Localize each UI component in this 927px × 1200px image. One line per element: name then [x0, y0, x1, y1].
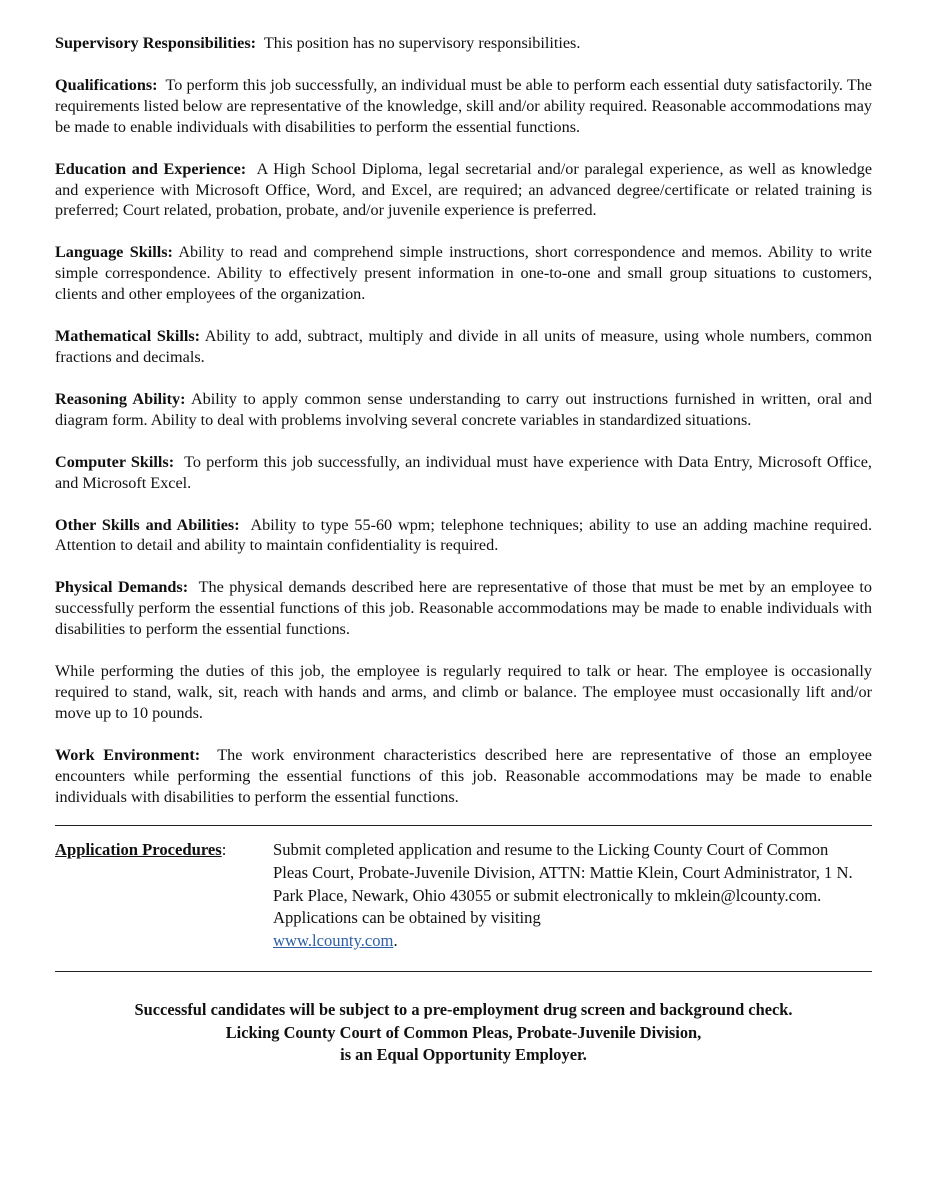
section-language-skills — [55, 242, 872, 305]
section-text: While performing the duties of this job, the employee is regularly required to talk or hear. The employee is occasionally required to stand, walk, sit, reach with hands and arms, and climb or balance. The employee must occasionally lift and/or move up to 10 pounds. — [55, 662, 872, 722]
section-text: Ability to apply common sense understanding to carry out instructions furnished in written, oral and diagram form. Ability to deal with problems involving several concrete variables in standardized situations. — [55, 389, 872, 429]
section-reasoning-ability — [55, 389, 872, 431]
section-text: To perform this job successfully, an individual must have experience with Data Entry, Microsoft Office, and Microsoft Excel. — [55, 452, 872, 492]
section-text: Ability to read and comprehend simple instructions, short correspondence and memos. Ability to write simple correspondence. Ability to effectively present information in one-to-one and small group situations to customers, clients and other employees of the organization. — [55, 243, 872, 304]
section-text: Ability to add, subtract, multiply and divide in all units of measure, using whole numbers, common fractions and decimals. — [55, 327, 873, 366]
application-text — [273, 839, 872, 952]
section-heading: Language Skills: — [55, 243, 173, 262]
section-education-experience — [55, 159, 872, 222]
section-text: This position has no supervisory responsibilities. — [263, 34, 581, 52]
application-body: Submit completed application and resume to the Licking County Court of Common Pleas Court, Probate-Juvenile Division, ATTN: Mattie Klein, Court Administrator, 1 N. Park Place, Newark, Ohio 43055 or submit electronically to mklein@lcounty.com. Applications can be obtained by visiting — [273, 840, 853, 928]
application-label — [55, 839, 273, 952]
section-heading: Work Environment: — [55, 745, 201, 764]
section-other-skills — [55, 515, 872, 557]
footer-notice — [55, 999, 872, 1067]
section-heading: Education and Experience: — [55, 159, 247, 178]
footer-line-drug-screen: Successful candidates will be subject to a pre-employment drug screen and background check. — [134, 1000, 793, 1020]
website-link[interactable]: www.lcounty.com — [273, 930, 394, 950]
section-physical-duties — [55, 661, 872, 724]
section-heading: Computer Skills: — [55, 452, 175, 471]
footer-line-eoe: is an Equal Opportunity Employer. — [340, 1045, 587, 1065]
section-text: The work environment characteristics described here are representative of those an employee encounters while performing the essential functions of this job. Reasonable accommodations may be made to enable individuals with disabilities to perform the essential functions. — [55, 745, 872, 806]
section-heading: Other Skills and Abilities: — [55, 515, 240, 534]
job-description-page — [55, 33, 872, 1067]
application-procedures — [55, 826, 872, 971]
section-text: The physical demands described here are representative of those that must be met by an employee to successfully perform the essential functions of this job. Reasonable accommodations may be made to enable individuals with disabilities to perform the essential functions. — [55, 578, 872, 639]
section-heading: Physical Demands: — [55, 578, 189, 597]
section-heading: Mathematical Skills: — [55, 327, 201, 346]
section-mathematical-skills — [55, 326, 872, 368]
section-work-environment — [55, 745, 872, 808]
section-heading: Qualifications: — [55, 75, 158, 94]
section-supervisory — [55, 33, 872, 54]
section-computer-skills — [55, 452, 872, 494]
divider-bottom — [55, 971, 872, 972]
section-qualifications — [55, 75, 872, 138]
application-label-text: Application Procedures — [55, 840, 222, 860]
section-text: A High School Diploma, legal secretarial and/or paralegal experience, as well as knowledge and experience with Microsoft Office, Word, and Excel, are required; an advanced degree/certificate or related training is preferred; Court related, probation, probate, and/or juvenile experience is preferred. — [55, 159, 873, 220]
application-label-colon: : — [221, 840, 227, 860]
footer-line-court-name: Licking County Court of Common Pleas, Probate-Juvenile Division, — [225, 1022, 702, 1042]
section-text: To perform this job successfully, an individual must be able to perform each essential duty satisfactorily. The requirements listed below are representative of the knowledge, skill and/or ability required. Reasonable accommodations may be made to enable individuals with disabilities to perform the essential functions. — [55, 75, 872, 136]
application-link-suffix: . — [393, 930, 398, 950]
section-heading: Reasoning Ability: — [55, 389, 186, 408]
section-heading: Supervisory Responsibilities: — [55, 34, 257, 52]
section-physical-demands — [55, 577, 872, 640]
section-text: Ability to type 55-60 wpm; telephone techniques; ability to use an adding machine required. Attention to detail and ability to maintain confidentiality is required. — [55, 515, 872, 555]
